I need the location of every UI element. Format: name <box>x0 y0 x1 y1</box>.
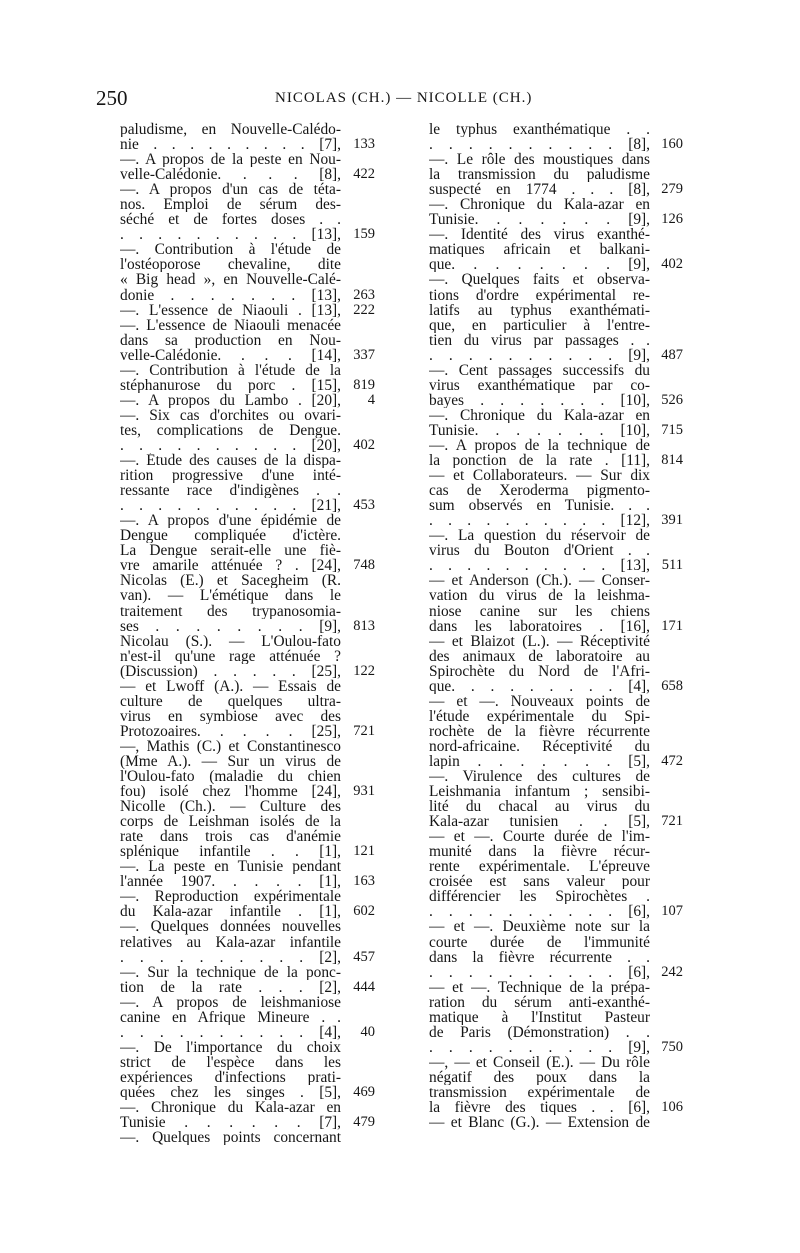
index-line: —. A propos du Lambo . [20], <box>120 392 341 408</box>
index-line: tions d'ordre expérimental re- <box>429 287 650 303</box>
index-line: . . . . . . . . . . [6], <box>429 904 650 920</box>
index-line: —. A propos d'une épidémie de <box>120 513 341 529</box>
page-reference <box>345 152 375 167</box>
index-line: —. Contribution à l'étude de la <box>120 362 341 378</box>
index-line: Nicolau (S.). — L'Oulou-fato <box>120 633 341 649</box>
page-reference <box>345 468 375 483</box>
page-reference: 457 <box>353 948 375 965</box>
index-line: lité du chacal au virus du <box>429 799 650 815</box>
index-line: —. Virulence des cultures de <box>429 769 650 785</box>
index-line: virus en symbiose avec des <box>120 708 341 724</box>
page-reference <box>345 829 375 844</box>
index-line: Nicolle (Ch.). — Culture des <box>120 799 341 815</box>
page-reference <box>653 167 683 182</box>
page-reference <box>345 965 375 980</box>
index-line: rente expérimentale. L'épreuve <box>429 859 650 875</box>
page-reference: 279 <box>661 181 683 198</box>
index-line: van). — L'émétique dans le <box>120 588 341 604</box>
index-line: — et Collaborateurs. — Sur dix <box>429 468 650 484</box>
index-line: la fièvre des tiques . . [6], <box>429 1100 650 1116</box>
index-line: — et Lwoff (A.). — Essais de <box>120 678 341 694</box>
index-line: négatif des poux dans la <box>429 1069 650 1085</box>
index-line: —, Mathis (C.) et Constantinesco <box>120 738 341 754</box>
index-line: — et —. Deuxième note sur la <box>429 919 650 935</box>
index-line: différencier les Spirochètes . <box>429 889 650 905</box>
index-line: niose canine sur les chiens <box>429 603 650 619</box>
page-reference <box>653 303 683 318</box>
page-reference: 487 <box>661 346 683 363</box>
page-reference <box>653 1085 683 1100</box>
index-line: . . . . . . . . . . [2], <box>120 949 341 965</box>
page-reference <box>345 423 375 438</box>
index-line: l'étude expérimentale du Spi- <box>429 708 650 724</box>
index-line: que. . . . . . . . [9], <box>429 257 650 273</box>
index-line: —. L'essence de Niaouli menacée <box>120 317 341 333</box>
page-reference: 422 <box>353 166 375 183</box>
page-reference <box>653 272 683 287</box>
index-line: canine en Afrique Mineure . . <box>120 1009 341 1025</box>
index-line: splénique infantile . . [1], <box>120 844 341 860</box>
index-line: ressante race d'indigènes . . <box>120 483 341 499</box>
index-line: paludisme, en Nouvelle-Calédo- <box>120 122 341 138</box>
page-reference <box>345 453 375 468</box>
page-reference: 40 <box>360 1023 375 1040</box>
page-reference <box>653 197 683 212</box>
page-reference <box>345 709 375 724</box>
page-reference <box>345 739 375 754</box>
page-reference <box>653 573 683 588</box>
page-reference <box>653 483 683 498</box>
index-line: —. Étude des causes de la dispa- <box>120 453 341 469</box>
index-line: courte durée de l'immunité <box>429 934 650 950</box>
index-line: munité dans la fièvre récur- <box>429 844 650 860</box>
index-line: . . . . . . . . . . [20], <box>120 437 341 454</box>
page-reference <box>653 950 683 965</box>
page-reference: 121 <box>353 843 375 860</box>
page-reference <box>653 152 683 167</box>
page-reference <box>345 197 375 212</box>
index-line: —. Sur la technique de la ponc- <box>120 964 341 980</box>
page-reference <box>345 1100 375 1115</box>
page-reference <box>345 769 375 784</box>
index-line: que. . . . . . . . . [4], <box>429 678 650 694</box>
page-reference <box>345 634 375 649</box>
page-reference <box>653 498 683 513</box>
page-reference <box>653 995 683 1010</box>
page-reference <box>653 1115 683 1130</box>
index-line: strict de l'espèce dans les <box>120 1054 341 1070</box>
index-line: que, en particulier à l'entre- <box>429 317 650 333</box>
page-reference <box>653 227 683 242</box>
page-reference: 748 <box>353 557 375 574</box>
index-line: séché et de fortes doses . . <box>120 212 341 228</box>
index-line: Protozoaires. . . . . [25], <box>120 723 341 739</box>
index-line: bayes . . . . . . . [10], <box>429 392 650 408</box>
page-reference: 469 <box>353 1084 375 1100</box>
page-reference: 163 <box>353 873 375 890</box>
page-reference <box>653 874 683 889</box>
page-reference: 263 <box>353 286 375 303</box>
page-reference: 526 <box>661 391 683 408</box>
page-reference: 453 <box>353 497 375 514</box>
index-line: —. Reproduction expérimentale <box>120 889 341 905</box>
page-reference: 222 <box>353 301 375 318</box>
page-reference <box>345 935 375 950</box>
page-reference <box>345 814 375 829</box>
index-line: . . . . . . . . . . [9], <box>429 1039 650 1055</box>
index-line: —. Cent passages successifs du <box>429 362 650 378</box>
page-reference <box>653 859 683 874</box>
page-reference <box>653 543 683 558</box>
right-column-page-numbers <box>653 122 683 1130</box>
index-line: le typhus exanthématique . . <box>429 122 650 138</box>
page-reference <box>345 995 375 1010</box>
index-line: —. La question du réservoir de <box>429 528 650 544</box>
index-line: expériences d'infections prati- <box>120 1069 341 1085</box>
page-reference: 444 <box>353 978 375 995</box>
index-line: —. A propos de la peste en Nou- <box>120 152 341 168</box>
page-reference <box>345 889 375 904</box>
page-number: 250 <box>96 86 128 110</box>
page-reference <box>653 1070 683 1085</box>
index-line: (Discussion) . . . . . [25], <box>120 663 341 679</box>
page-reference <box>345 272 375 287</box>
page-reference <box>653 1010 683 1025</box>
index-line: ration du sérum anti-exanthé- <box>429 994 650 1010</box>
index-line: —. Le rôle des moustiques dans <box>429 152 650 168</box>
page-reference <box>345 754 375 769</box>
page-reference <box>345 543 375 558</box>
index-line: cas de Xeroderma pigmento- <box>429 483 650 499</box>
index-line: Leishmania infantum ; sensibi- <box>429 784 650 800</box>
page-reference <box>653 784 683 799</box>
page-reference: 391 <box>661 512 683 529</box>
page-reference <box>345 318 375 333</box>
page-reference <box>653 664 683 679</box>
index-line: nos. Emploi de sérum des- <box>120 197 341 213</box>
index-line: relatives au Kala-azar infantile <box>120 934 341 950</box>
page-reference <box>653 919 683 934</box>
index-line: Dengue compliquée d'ictère. <box>120 528 341 544</box>
index-line: —. Quelques données nouvelles <box>120 919 341 935</box>
index-line: —. L'essence de Niaouli . [13], <box>120 302 341 318</box>
page-reference <box>653 724 683 739</box>
page-reference: 479 <box>353 1114 375 1131</box>
page-reference <box>653 844 683 859</box>
index-line: dans la fièvre récurrente . . <box>429 949 650 965</box>
page-reference: 750 <box>661 1038 683 1055</box>
page-reference <box>345 573 375 588</box>
index-line: des animaux de laboratoire au <box>429 648 650 664</box>
page-reference <box>653 318 683 333</box>
page-reference: 602 <box>353 903 375 920</box>
left-column-page-numbers <box>345 122 375 1145</box>
index-line: Spirochète du Nord de l'Afri- <box>429 663 650 679</box>
index-line: transmission expérimentale de <box>429 1085 650 1101</box>
index-line: — et Blaizot (L.). — Réceptivité <box>429 633 650 649</box>
index-line: Tunisie. . . . . . . [10], <box>429 422 650 438</box>
page-reference <box>653 588 683 603</box>
page-reference: 4 <box>367 391 375 408</box>
index-line: — et Anderson (Ch.). — Conser- <box>429 573 650 589</box>
page-reference <box>345 513 375 528</box>
index-line: nie . . . . . . . . . [7], <box>120 137 341 153</box>
index-line: velle-Calédonie. . . . [8], <box>120 167 341 183</box>
page-reference: 814 <box>661 452 683 469</box>
right-column-text <box>429 122 650 1130</box>
page-reference <box>345 679 375 694</box>
index-line: latifs au typhus exanthémati- <box>429 302 650 318</box>
page-reference: 715 <box>661 421 683 438</box>
page-reference <box>345 182 375 197</box>
page-reference <box>345 859 375 874</box>
page-reference <box>653 333 683 348</box>
page-reference <box>653 694 683 709</box>
index-line: quées chez les singes . [5], <box>120 1085 341 1101</box>
page-reference <box>653 739 683 754</box>
page-reference <box>345 212 375 227</box>
page-reference: 107 <box>661 903 683 920</box>
page-reference <box>653 378 683 393</box>
page-reference <box>653 829 683 844</box>
page-reference <box>345 1130 375 1145</box>
index-line: virus exanthématique par co- <box>429 377 650 393</box>
page-reference: 819 <box>353 376 375 393</box>
page-reference: 160 <box>661 136 683 153</box>
index-line: —. Quelques points concernant <box>120 1130 341 1146</box>
index-line: —. Quelques faits et observa- <box>429 272 650 288</box>
index-line: tes, complications de Dengue. <box>120 422 341 438</box>
page-reference: 813 <box>353 617 375 634</box>
index-line: rate dans trois cas d'anémie <box>120 829 341 845</box>
page-reference <box>653 122 683 137</box>
index-line: ses . . . . . . . . [9], <box>120 618 341 634</box>
index-line: La Dengue serait-elle une fiè- <box>120 543 341 559</box>
index-line: n'est-il qu'une rage atténuée ? <box>120 648 341 664</box>
index-line: —. Contribution à l'étude de <box>120 242 341 258</box>
page-reference <box>653 604 683 619</box>
page-reference: 171 <box>661 617 683 634</box>
page-reference <box>653 1055 683 1070</box>
page-reference: 337 <box>353 346 375 363</box>
page-reference <box>345 588 375 603</box>
index-line: culture de quelques ultra- <box>120 693 341 709</box>
page-reference <box>653 288 683 303</box>
index-line: l'Oulou-fato (maladie du chien <box>120 769 341 785</box>
index-line: l'année 1907. . . . . [1], <box>120 874 341 890</box>
index-line: vation du virus de la leishma- <box>429 588 650 604</box>
index-line: Tunisie. . . . . . . [9], <box>429 212 650 228</box>
index-line: tion de la rate . . . [2], <box>120 979 341 995</box>
index-line: du Kala-azar infantile . [1], <box>120 904 341 920</box>
index-line: Nicolas (E.) et Sacegheim (R. <box>120 573 341 589</box>
index-line: . . . . . . . . . . [8], <box>429 137 650 153</box>
page-reference <box>345 483 375 498</box>
index-line: stéphanurose du porc . [15], <box>120 377 341 393</box>
page-reference <box>345 242 375 257</box>
index-line: vre amarile atténuée ? . [24], <box>120 558 341 574</box>
index-line: suspecté en 1774 . . . [8], <box>429 182 650 198</box>
page-reference <box>345 919 375 934</box>
index-line: . . . . . . . . . . [6], <box>429 964 650 980</box>
page-reference <box>653 528 683 543</box>
page-reference: 402 <box>661 256 683 273</box>
page-reference <box>345 333 375 348</box>
index-line: —. Chronique du Kala-azar en <box>429 407 650 423</box>
index-line: sum observés en Tunisie. . . <box>429 498 650 514</box>
page-reference: 658 <box>661 677 683 694</box>
index-line: velle-Calédonie. . . . [14], <box>120 347 341 363</box>
index-line: Tunisie . . . . . . [7], <box>120 1115 341 1131</box>
index-line: — et —. Courte durée de l'im- <box>429 829 650 845</box>
page-reference <box>653 438 683 453</box>
index-line: —. A propos de la technique de <box>429 437 650 454</box>
page-reference: 122 <box>353 662 375 679</box>
index-line: —. A propos d'un cas de téta- <box>120 182 341 198</box>
page-reference: 721 <box>353 722 375 739</box>
index-line: la ponction de la rate . [11], <box>429 453 650 469</box>
page-reference <box>345 694 375 709</box>
index-line: —. Chronique du Kala-azar en <box>429 197 650 213</box>
page-reference: 472 <box>661 752 683 769</box>
page-reference <box>653 799 683 814</box>
page-reference <box>653 649 683 664</box>
page-reference <box>345 649 375 664</box>
page-reference: 159 <box>353 226 375 243</box>
page-reference <box>345 257 375 272</box>
page-reference: 931 <box>353 783 375 800</box>
index-line: —. De l'importance du choix <box>120 1039 341 1055</box>
page-reference: 133 <box>353 136 375 153</box>
index-line: . . . . . . . . . . [13], <box>429 558 650 574</box>
page-reference <box>653 363 683 378</box>
index-line: —. Six cas d'orchites ou ovari- <box>120 407 341 423</box>
index-line: l'ostéoporose chevaline, dite <box>120 257 341 273</box>
index-line: (Mme A.). — Sur un virus de <box>120 753 341 770</box>
index-line: rochète de la fièvre récurrente <box>429 723 650 739</box>
index-line: . . . . . . . . . . [9], <box>429 347 650 363</box>
index-line: . . . . . . . . . . [13], <box>120 227 341 243</box>
index-line: — et —. Nouveaux points de <box>429 693 650 709</box>
index-line: corps de Leishman isolés de la <box>120 814 341 830</box>
index-line: — et —. Technique de la prépa- <box>429 979 650 995</box>
left-column-text <box>120 122 341 1145</box>
page-reference <box>653 769 683 784</box>
page-reference <box>653 980 683 995</box>
page-reference <box>653 408 683 423</box>
index-line: Kala-azar tunisien . . [5], <box>429 814 650 830</box>
page-reference: 721 <box>661 813 683 830</box>
page-reference <box>345 122 375 137</box>
index-line: matique à l'Institut Pasteur <box>429 1009 650 1025</box>
index-line: nord-africaine. Réceptivité du <box>429 738 650 754</box>
page-reference: 402 <box>353 436 375 453</box>
index-line: . . . . . . . . . . [4], <box>120 1024 341 1040</box>
index-line: virus du Bouton d'Orient . . <box>429 543 650 559</box>
page-reference <box>653 935 683 950</box>
index-line: . . . . . . . . . . [12], <box>429 513 650 529</box>
index-line: de Paris (Démonstration) . . <box>429 1024 650 1040</box>
index-line: . . . . . . . . . . [21], <box>120 498 341 514</box>
page-reference <box>345 408 375 423</box>
index-line: — et Blanc (G.). — Extension de <box>429 1115 650 1131</box>
page-reference <box>653 889 683 904</box>
index-line: donie . . . . . . . [13], <box>120 287 341 303</box>
index-line: croisée est sans valeur pour <box>429 874 650 890</box>
page-reference <box>653 242 683 257</box>
page-reference <box>345 604 375 619</box>
page-reference <box>345 799 375 814</box>
page-reference <box>653 634 683 649</box>
index-line: dans les laboratoires . [16], <box>429 618 650 634</box>
index-line: dans sa production en Nou- <box>120 332 341 348</box>
index-line: lapin . . . . . . . [5], <box>429 753 650 770</box>
index-line: la transmission du paludisme <box>429 167 650 183</box>
index-line: matiques africain et balkani- <box>429 242 650 258</box>
page-reference: 106 <box>661 1099 683 1116</box>
index-line: —, — et Conseil (E.). — Du rôle <box>429 1054 650 1070</box>
index-line: —. A propos de leishmaniose <box>120 994 341 1010</box>
page-reference: 511 <box>661 557 683 574</box>
page-reference: 126 <box>661 211 683 228</box>
running-title: NICOLAS (CH.) — NICOLLE (CH.) <box>275 90 533 106</box>
page-reference: 242 <box>661 963 683 980</box>
index-line: —. La peste en Tunisie pendant <box>120 859 341 875</box>
page-reference <box>345 1010 375 1025</box>
index-line: —. Chronique du Kala-azar en <box>120 1100 341 1116</box>
page-reference <box>345 1055 375 1070</box>
index-line: traitement des trypanosomia- <box>120 603 341 619</box>
index-line: « Big head », en Nouvelle-Calé- <box>120 272 341 288</box>
page-reference <box>345 363 375 378</box>
index-line: fou) isolé chez l'homme [24], <box>120 784 341 800</box>
index-line: rition progressive d'une inté- <box>120 468 341 484</box>
page-reference <box>653 709 683 724</box>
page-reference <box>345 1070 375 1085</box>
index-line: tien du virus par passages . . <box>429 332 650 348</box>
page-reference <box>345 1040 375 1055</box>
index-line: —. Identité des virus exanthé- <box>429 227 650 243</box>
page-reference <box>653 1025 683 1040</box>
page-reference <box>345 528 375 543</box>
page-reference <box>653 468 683 483</box>
